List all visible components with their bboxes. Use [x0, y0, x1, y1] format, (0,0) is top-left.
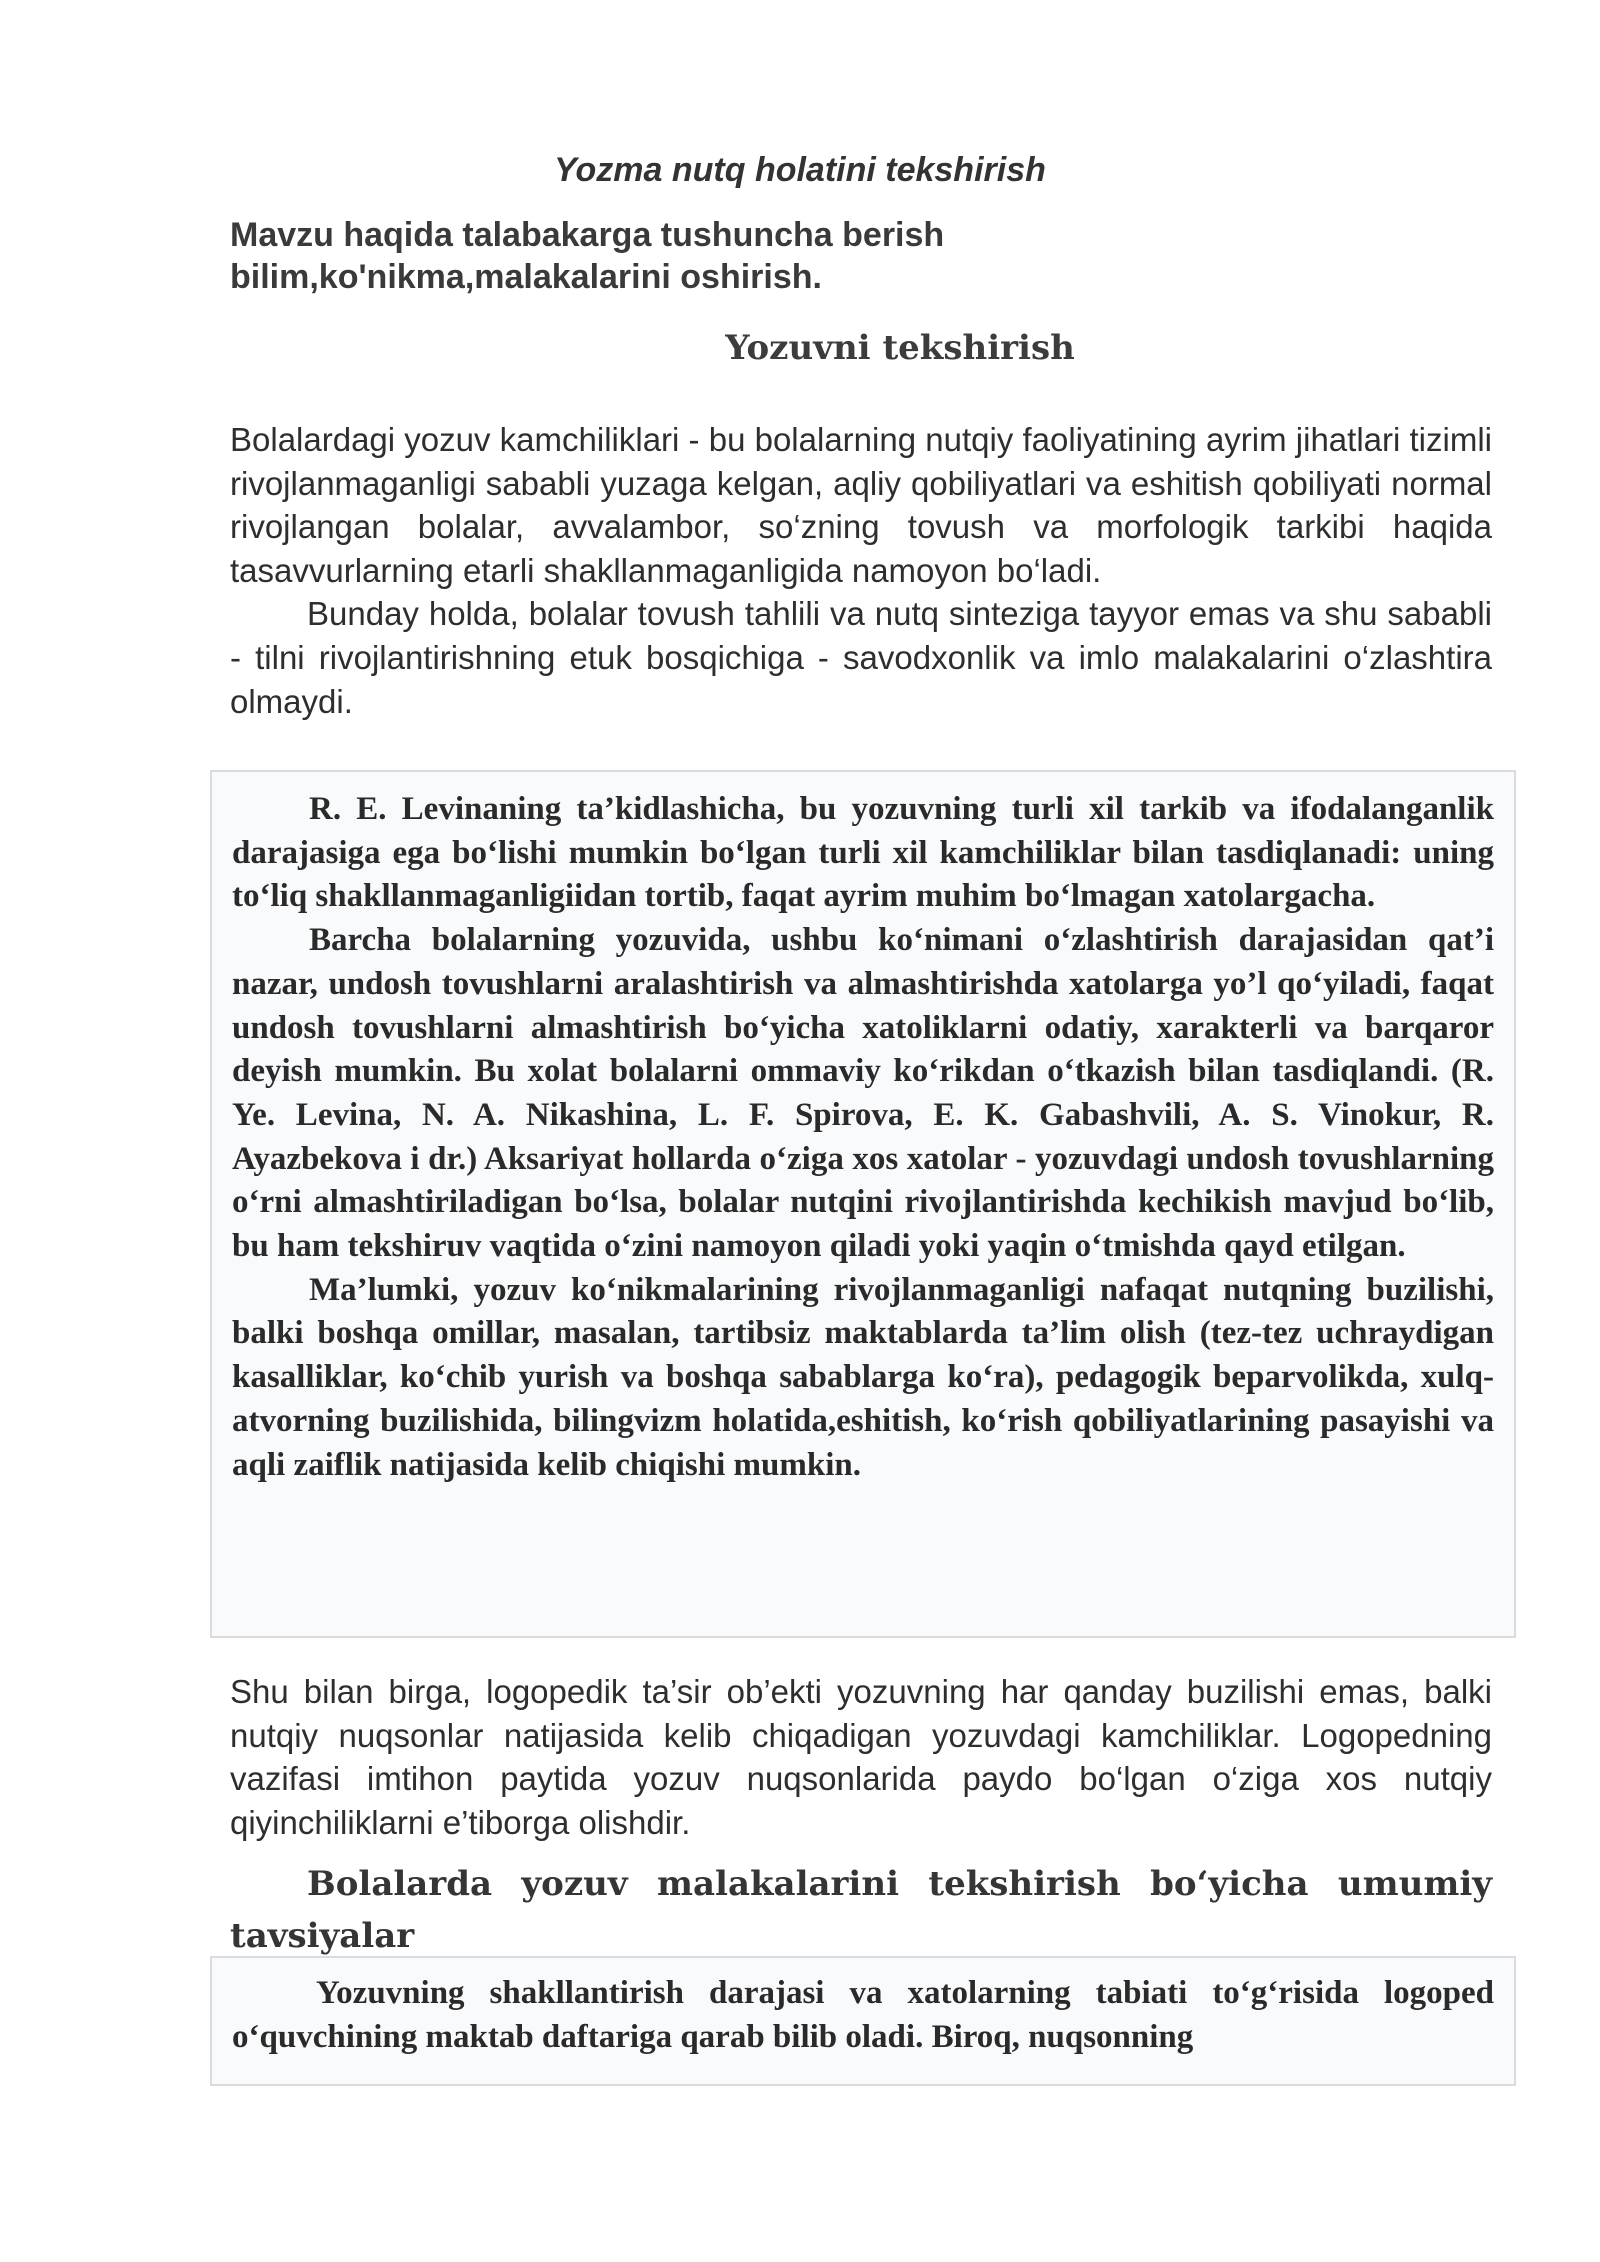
middle-paragraph-1: Shu bilan birga, logopedik ta’sir ob’ekti yozuvning har qanday buzilishi emas, balki nutqiy nuqsonlar natijasida kelib chiqadigan yozuvdagi kamchiliklar. Logopedning vazifasi imtihon paytida yozuv nuqsonlarida paydo bo‘lgan o‘ziga xos nutqiy qiyinchiliklarni e’tiborga olishdir.: [230, 1673, 1492, 1841]
highlight-box-levina: [210, 770, 1516, 1638]
highlight-box-recommendations: [210, 1956, 1516, 2086]
section-heading: Yozuvni tekshirish: [725, 328, 1075, 368]
highlight-box-text: [232, 788, 1494, 1487]
subsection-heading: Bolalarda yozuv malakalarini tekshirish bo‘yicha umumiy tavsiyalar: [230, 1864, 1492, 1956]
intro-paragraph-2: Bunday holda, bolalar tovush tahlili va nutq sinteziga tayyor emas va shu sababli - tilni rivojlantirishning etuk bosqichiga - savodxonlik va imlo malakalarini o‘zlashtira olmaydi.: [230, 595, 1492, 720]
highlight-box-text: [232, 1972, 1494, 2059]
middle-text: [230, 1670, 1492, 1844]
topic-statement: Mavzu haqida talabakarga tushuncha berish bilim,ko'nikma,malakalarini oshirish.: [230, 216, 945, 296]
highlight-paragraph-3: Ma’lumki, yozuv ko‘nikmalarining rivojlanmaganligi nafaqat nutqning buzilishi, balki boshqa omillar, masalan, tartibsiz maktablarda ta’lim olish (tez-tez uchraydigan kasalliklar, ko‘chib yurish va boshqa sabablarga ko‘ra), pedagogik beparvolikda, xulq-atvorning buzilishida, bilingvizm holatida,eshitish, ko‘rish qobiliyatlarining pasayishi va aqli zaiflik natijasida kelib chiqishi mumkin.: [232, 1271, 1494, 1483]
highlight-paragraph-1: R. E. Levinaning ta’kidlashicha, bu yozuvning turli xil tarkib va ifodalanganlik darajasiga ega bo‘lishi mumkin bo‘lgan turli xil kamchiliklar bilan tasdiqlanadi: uning to‘liq shakllanmaganligiidan tortib, faqat ayrim muhim bo‘lmagan xatolargacha.: [232, 791, 1494, 915]
document-title: Yozma nutq holatini tekshirish: [554, 151, 1046, 189]
highlight-paragraph-2: Barcha bolalarning yozuvida, ushbu ko‘nimani o‘zlashtirish darajasidan qat’i nazar, undosh tovushlarni aralashtirish va almashtirishda xatolarga yo’l qo‘yiladi, faqat undosh tovushlarni almashtirish bo‘yicha xatoliklarni odatiy, xarakterli va barqaror deyish mumkin. Bu xolat bolalarni ommaviy ko‘rikdan o‘tkazish bilan tasdiqlandi. (R. Ye. Levina, N. A. Nikashina, L. F. Spirova, E. K. Gabashvili, A. S. Vinokur, R. Ayazbekova i dr.) Aksariyat hollarda o‘ziga xos xatolar - yozuvdagi undosh tovushlarning o‘rni almashtiriladigan bo‘lsa, bolalar nutqini rivojlantirishda kechikish mavjud bo‘lib, bu ham tekshiruv vaqtida o‘zini namoyon qiladi yoki yaqin o‘tmishda qayd etilgan.: [232, 922, 1494, 1265]
intro-paragraph-1: Bolalardagi yozuv kamchiliklari - bu bolalarning nutqiy faoliyatining ayrim jihatlari tizimli rivojlanmaganligi sababli yuzaga kelgan, aqliy qobiliyatlari va eshitish qobiliyati normal rivojlangan bolalar, avvalambor, so‘zning tovush va morfologik tarkibi haqida tasavvurlarning etarli shakllanmaganligida namoyon bo‘ladi.: [230, 421, 1492, 589]
recommendation-paragraph-1: Yozuvning shakllantirish darajasi va xatolarning tabiati to‘g‘risida logoped o‘quvchining maktab daftariga qarab bilib oladi. Biroq, nuqsonning: [232, 1975, 1494, 2055]
intro-text: [230, 418, 1492, 723]
